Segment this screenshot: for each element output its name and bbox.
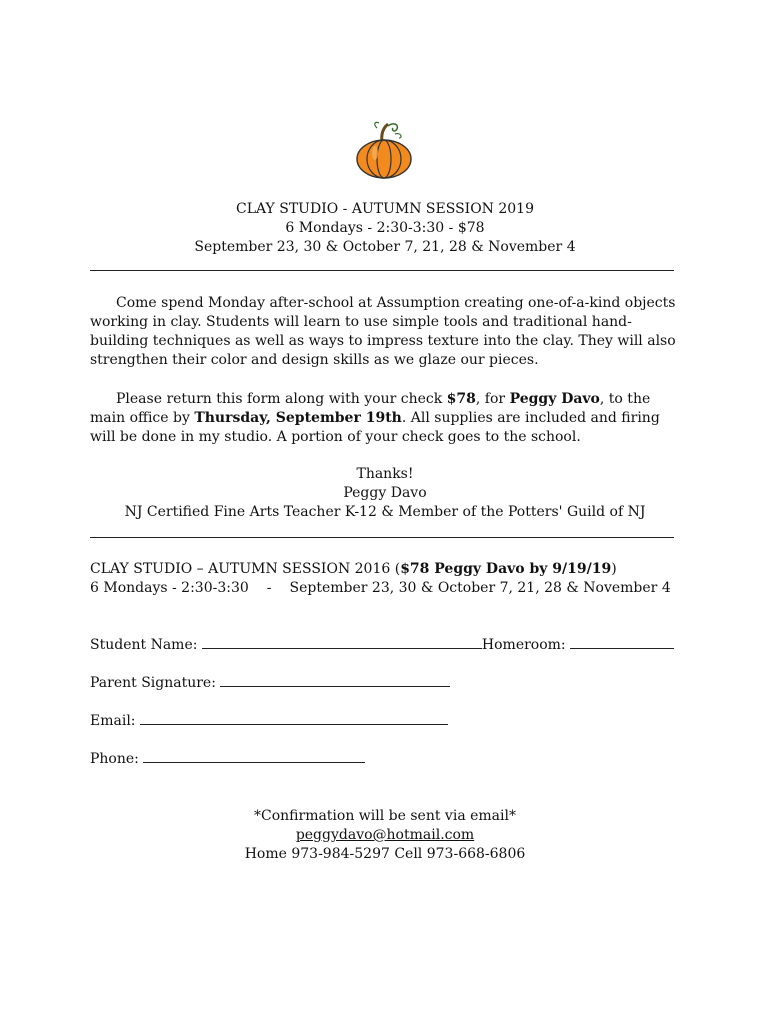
signoff-block: [90, 465, 680, 522]
homeroom-label: Homeroom:: [481, 637, 571, 653]
student-name-field[interactable]: [202, 636, 482, 649]
divider-middle: [90, 537, 674, 538]
confirmation-note: *Confirmation will be sent via email*: [254, 808, 516, 824]
deadline-text: Thursday, September 19th: [194, 410, 402, 426]
email-row: [90, 712, 448, 731]
parent-signature-label: Parent Signature:: [90, 675, 221, 691]
signoff-credentials: NJ Certified Fine Arts Teacher K-12 & Member of the Potters' Guild of NJ: [124, 504, 646, 520]
footer-block: [90, 807, 680, 864]
email-label: Email:: [90, 713, 140, 729]
divider-top: [90, 270, 674, 271]
email-field[interactable]: [140, 712, 448, 725]
intro-paragraph: Come spend Monday after-school at Assumption creating one-of-a-kind objects working in clay. Students will learn to use simple tools and traditional hand-building techniques as well as ways to impress texture into the clay. They will also strengthen their color and design skills as we glaze our pieces.: [90, 295, 676, 368]
session-dates: September 23, 30 & October 7, 21, 28 & November 4: [194, 239, 576, 255]
form-title: CLAY STUDIO – AUTUMN SESSION 2016 ($78 Peggy Davo by 9/19/19): [90, 561, 617, 577]
pumpkin-icon: [355, 120, 413, 180]
parent-signature-row: [90, 674, 450, 693]
phone-label: Phone:: [90, 751, 144, 767]
signoff-name: Peggy Davo: [343, 485, 427, 501]
homeroom-field[interactable]: [570, 636, 674, 649]
parent-signature-field[interactable]: [220, 674, 450, 687]
payee-name: Peggy Davo: [509, 391, 600, 407]
session-title: CLAY STUDIO - AUTUMN SESSION 2019: [236, 201, 534, 217]
phone-field[interactable]: [143, 750, 365, 763]
student-name-label: Student Name:: [90, 637, 202, 653]
phone-row: [90, 750, 365, 769]
contact-phones: Home 973-984-5297 Cell 973-668-6806: [244, 846, 526, 862]
instructions-paragraph: Please return this form along with your check $78, for Peggy Davo, to the main office by Thursday, September 19th. All supplies are included and firing will be done in my studio. A portion of your check goes to the school.: [90, 391, 660, 445]
header-block: [90, 200, 680, 257]
form-schedule: 6 Mondays - 2:30-3:30 - September 23, 30 & October 7, 21, 28 & November 4: [90, 580, 671, 596]
student-name-row: [90, 636, 674, 655]
contact-email-link[interactable]: peggydavo@hotmail.com: [295, 827, 475, 843]
session-schedule: 6 Mondays - 2:30-3:30 - $78: [285, 220, 485, 236]
thanks-text: Thanks!: [356, 466, 414, 482]
price-text: $78: [446, 391, 476, 407]
